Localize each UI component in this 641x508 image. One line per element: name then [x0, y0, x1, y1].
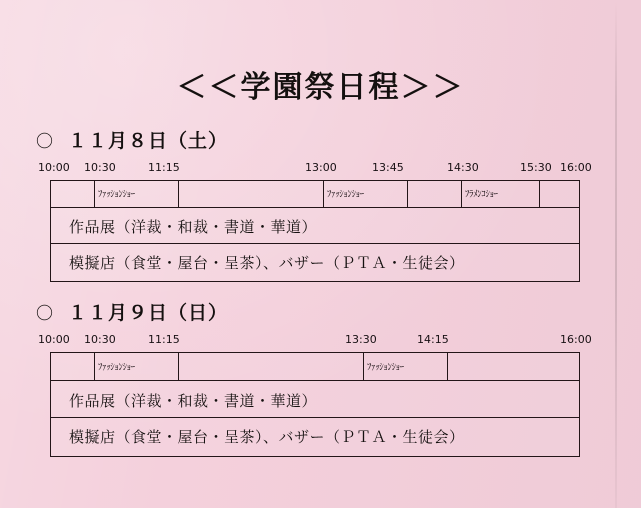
time-tick: 14:30	[447, 161, 479, 174]
table-vline	[407, 181, 408, 207]
table-vline	[323, 181, 324, 207]
table-vline	[178, 181, 179, 207]
time-tick: 13:00	[305, 161, 337, 174]
event-block: ﾌｧｯｼｮﾝｼｮｰ	[98, 362, 135, 373]
time-tick: 16:00	[560, 161, 592, 174]
all-day-row: 作品展（洋裁・和裁・書道・華道）	[69, 392, 318, 410]
event-block: ﾌｧｯｼｮﾝｼｮｰ	[327, 189, 364, 200]
day-heading-2	[36, 298, 228, 325]
schedule-table-1	[50, 180, 580, 282]
table-hline	[51, 207, 579, 208]
time-scale-2	[0, 333, 641, 347]
time-tick: 11:15	[148, 161, 180, 174]
table-vline	[94, 353, 95, 380]
bullet-marker-1: 〇	[36, 132, 54, 152]
bullet-marker-2: 〇	[36, 304, 54, 324]
all-day-row: 作品展（洋裁・和裁・書道・華道）	[69, 218, 318, 236]
time-tick: 14:15	[417, 333, 449, 346]
time-tick: 15:30	[520, 161, 552, 174]
time-tick: 10:30	[84, 333, 116, 346]
day-heading-label-1: １１月８日（土）	[68, 130, 229, 152]
table-vline	[94, 181, 95, 207]
table-hline	[51, 243, 579, 244]
day-heading-1	[36, 126, 228, 153]
time-tick: 10:00	[38, 161, 70, 174]
time-tick: 11:15	[148, 333, 180, 346]
time-scale-1	[0, 161, 641, 175]
event-block: ﾌｧｯｼｮﾝｼｮｰ	[98, 189, 135, 200]
all-day-row: 模擬店（食堂・屋台・呈茶）、バザー（ＰＴＡ・生徒会）	[69, 428, 465, 446]
time-tick: 16:00	[560, 333, 592, 346]
page-title: ＜＜学園祭日程＞＞	[176, 70, 465, 105]
time-tick: 10:00	[38, 333, 70, 346]
table-vline	[363, 353, 364, 380]
event-block: ﾌﾗﾒﾝｺｼｮｰ	[465, 189, 498, 200]
table-vline	[539, 181, 540, 207]
time-tick: 10:30	[84, 161, 116, 174]
day-heading-label-2: １１月９日（日）	[68, 302, 229, 324]
table-hline	[51, 380, 579, 381]
table-vline	[461, 181, 462, 207]
table-vline	[447, 353, 448, 380]
all-day-row: 模擬店（食堂・屋台・呈茶）、バザー（ＰＴＡ・生徒会）	[69, 254, 465, 272]
event-block: ﾌｧｯｼｮﾝｼｮｰ	[367, 362, 404, 373]
time-tick: 13:45	[372, 161, 404, 174]
schedule-table-2	[50, 352, 580, 457]
table-hline	[51, 417, 579, 418]
time-tick: 13:30	[345, 333, 377, 346]
table-vline	[178, 353, 179, 380]
